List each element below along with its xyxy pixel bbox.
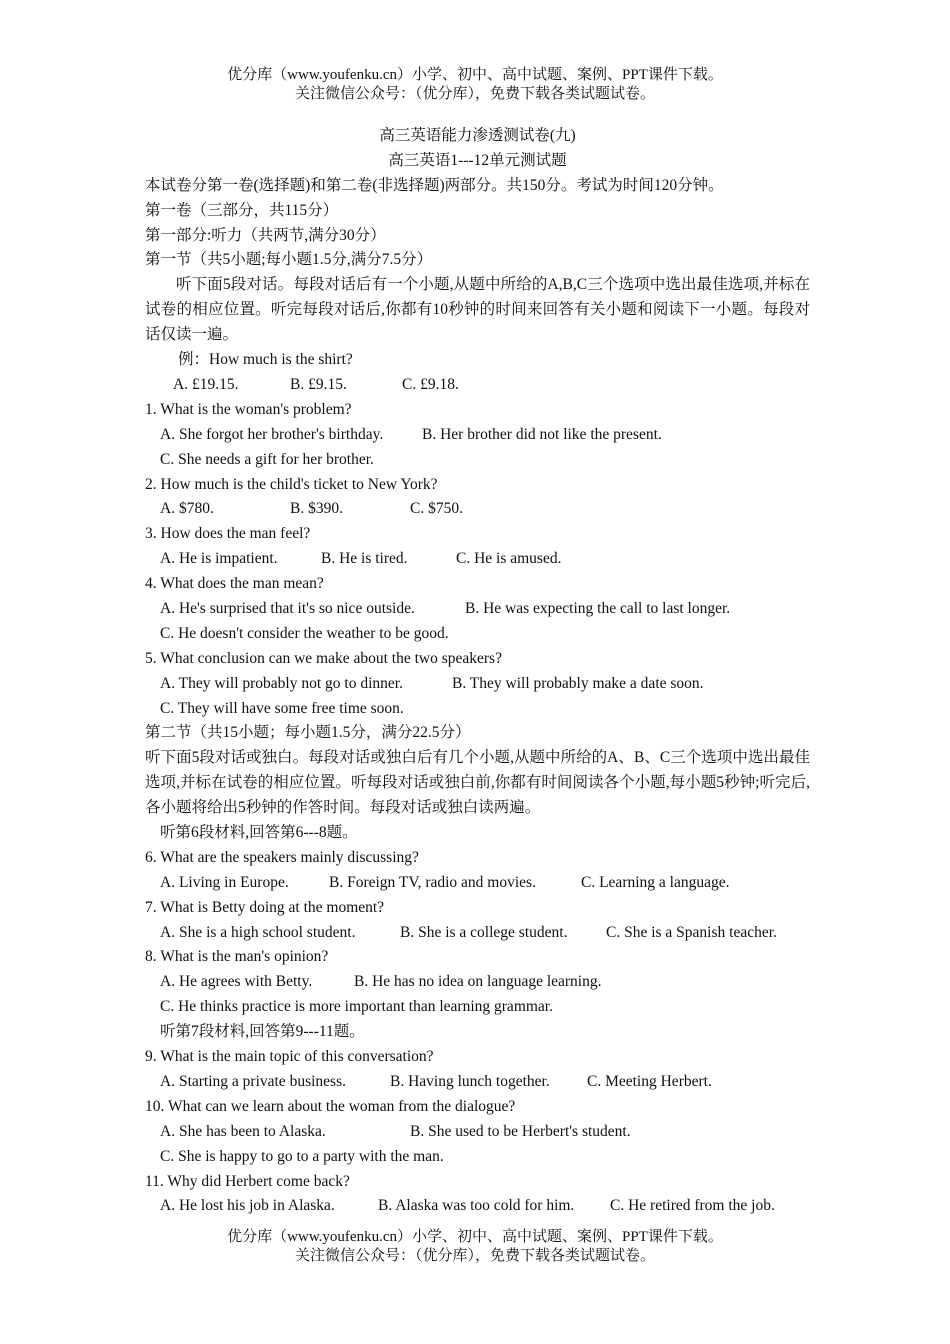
- question-1-option-a: A. She forgot her brother's birthday.: [160, 425, 384, 443]
- question-7-option-c: C. She is a Spanish teacher.: [606, 923, 777, 941]
- question-9-option-a: A. Starting a private business.: [160, 1072, 346, 1090]
- question-5-options-row: [145, 672, 810, 697]
- question-10-option-b: B. She used to be Herbert's student.: [410, 1122, 631, 1140]
- question-6-option-c: C. Learning a language.: [581, 873, 730, 891]
- question-10-options-row: [145, 1120, 810, 1145]
- question-3-option-b: B. He is tired.: [321, 550, 408, 568]
- question-2-options-row: [145, 497, 810, 522]
- question-1-option-b: B. Her brother did not like the present.: [422, 425, 662, 443]
- exam-intro: 本试卷分第一卷(选择题)和第二卷(非选择题)两部分。共150分。考试为时间120分钟。: [145, 176, 724, 194]
- question-11-option-a: A. He lost his job in Alaska.: [160, 1197, 335, 1215]
- question-4-option-a: A. He's surprised that it's so nice outside.: [160, 599, 415, 617]
- document-subtitle: 高三英语1---12单元测试题: [388, 151, 567, 169]
- question-2-stem: 2. How much is the child's ticket to New York?: [145, 475, 438, 493]
- volume-heading: 第一卷（三部分，共115分）: [145, 201, 339, 219]
- question-10-stem: 10. What can we learn about the woman from the dialogue?: [145, 1097, 516, 1115]
- question-2-option-b: B. $390.: [290, 500, 343, 518]
- question-3-options-row: [145, 547, 810, 572]
- example-option-c: C. £9.18.: [402, 375, 459, 393]
- question-8-option-c: C. He thinks practice is more important than learning grammar.: [160, 998, 553, 1016]
- question-7-stem: 7. What is Betty doing at the moment?: [145, 898, 385, 916]
- question-10-option-a: A. She has been to Alaska.: [160, 1122, 326, 1140]
- example-options: [145, 373, 810, 398]
- question-5-stem: 5. What conclusion can we make about the two speakers?: [145, 649, 502, 667]
- question-4-option-b: B. He was expecting the call to last longer.: [465, 599, 731, 617]
- question-5-option-c: C. They will have some free time soon.: [160, 699, 404, 717]
- question-5-option-a: A. They will probably not go to dinner.: [160, 674, 403, 692]
- section-1-instructions: 听下面5段对话。每段对话后有一个小题,从题中所给的A,B,C三个选项中选出最佳选项,并标在试卷的相应位置。听完每段对话后,你都有10秒钟的时间来回答有关小题和阅读下一小题。每段对话仅读一遍。: [145, 276, 810, 344]
- question-9-option-b: B. Having lunch together.: [390, 1072, 550, 1090]
- question-3-option-a: A. He is impatient.: [160, 550, 278, 568]
- question-4-option-c: C. He doesn't consider the weather to be good.: [160, 624, 449, 642]
- question-3-option-c: C. He is amused.: [456, 550, 562, 568]
- question-9-option-c: C. Meeting Herbert.: [587, 1072, 712, 1090]
- question-8-options-row: [145, 970, 810, 995]
- footer-line-1: 优分库（www.youfenku.cn）小学、初中、高中试题、案例、PPT课件下载。: [227, 1229, 723, 1245]
- part-heading: 第一部分:听力（共两节,满分30分）: [145, 226, 386, 244]
- question-9-stem: 9. What is the main topic of this conversation?: [145, 1048, 434, 1066]
- question-10-option-c: C. She is happy to go to a party with the man.: [160, 1147, 444, 1165]
- example-option-b: B. £9.15.: [290, 375, 347, 393]
- question-4-options-row: [145, 597, 810, 622]
- question-11-options-row: [145, 1194, 810, 1219]
- question-11-option-c: C. He retired from the job.: [610, 1197, 775, 1215]
- question-7-option-b: B. She is a college student.: [400, 923, 568, 941]
- question-7-option-a: A. She is a high school student.: [160, 923, 356, 941]
- example-option-a: A. £19.15.: [173, 375, 239, 393]
- question-3-stem: 3. How does the man feel?: [145, 525, 311, 543]
- material-7-note: 听第7段材料,回答第9---11题。: [160, 1023, 365, 1041]
- section-2-heading: 第二节（共15小题；每小题1.5分，满分22.5分）: [145, 724, 471, 742]
- question-6-option-b: B. Foreign TV, radio and movies.: [329, 873, 536, 891]
- question-1-option-c: C. She needs a gift for her brother.: [160, 450, 374, 468]
- question-6-option-a: A. Living in Europe.: [160, 873, 289, 891]
- question-2-option-c: C. $750.: [410, 500, 463, 518]
- document-body: [145, 124, 810, 1219]
- question-11-option-b: B. Alaska was too cold for him.: [378, 1197, 575, 1215]
- section-2-instructions: 听下面5段对话或独白。每段对话或独白后有几个小题,从题中所给的A、B、C三个选项中选出最佳选项,并标在试卷的相应位置。听每段对话或独白前,你都有时间阅读各个小题,每小题5秒钟;听完后,各小题将给出5秒钟的作答时间。每段对话或独白读两遍。: [145, 749, 810, 817]
- question-8-option-b: B. He has no idea on language learning.: [354, 973, 602, 991]
- question-6-stem: 6. What are the speakers mainly discussing?: [145, 848, 419, 866]
- footer-line-2: 关注微信公众号：（优分库），免费下载各类试题试卷。: [294, 1248, 655, 1264]
- question-6-options-row: [145, 871, 810, 896]
- question-9-options-row: [145, 1070, 810, 1095]
- header-line-2: 关注微信公众号：（优分库），免费下载各类试题试卷。: [294, 86, 655, 102]
- question-2-option-a: A. $780.: [160, 500, 214, 518]
- material-6-note: 听第6段材料,回答第6---8题。: [160, 824, 358, 842]
- page-footer: [0, 1228, 950, 1266]
- question-7-options-row: [145, 921, 810, 946]
- header-line-1: 优分库（www.youfenku.cn）小学、初中、高中试题、案例、PPT课件下载。: [227, 67, 723, 83]
- document-title: 高三英语能力渗透测试卷(九): [379, 127, 576, 144]
- question-11-stem: 11. Why did Herbert come back?: [145, 1172, 350, 1190]
- question-1-stem: 1. What is the woman's problem?: [145, 400, 352, 418]
- question-4-stem: 4. What does the man mean?: [145, 575, 324, 593]
- page-header: [0, 66, 950, 104]
- question-8-option-a: A. He agrees with Betty.: [160, 973, 313, 991]
- question-1-options-row: [145, 423, 810, 448]
- example-question: 例：How much is the shirt?: [178, 351, 353, 369]
- question-8-stem: 8. What is the man's opinion?: [145, 948, 329, 966]
- question-5-option-b: B. They will probably make a date soon.: [452, 674, 704, 692]
- section-1-heading: 第一节（共5小题;每小题1.5分,满分7.5分）: [145, 251, 433, 269]
